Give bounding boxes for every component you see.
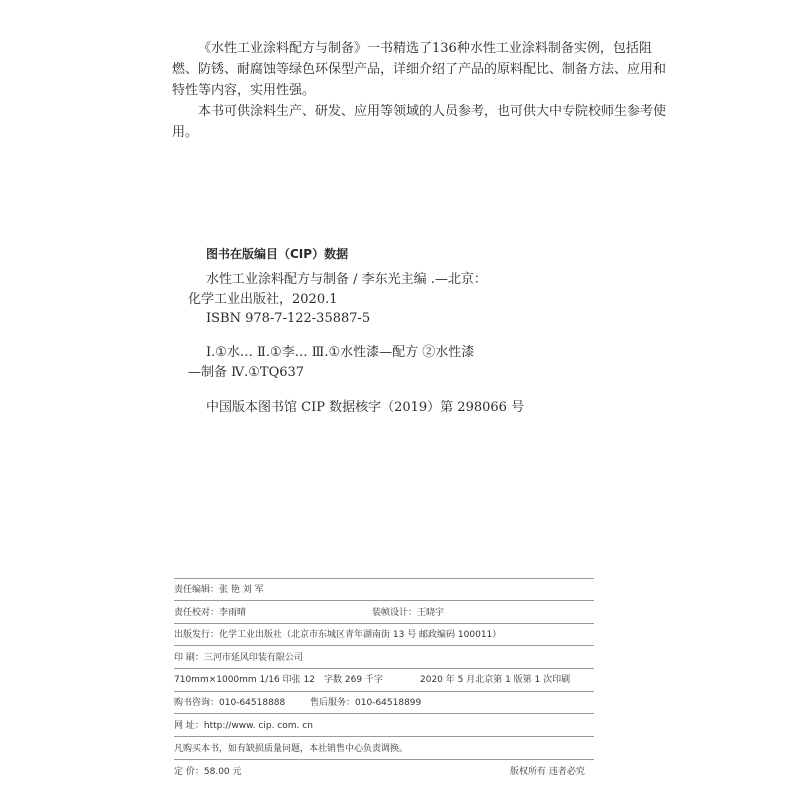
publisher-row (174, 625, 594, 645)
divider (174, 759, 594, 760)
editor-label: 责任编辑： (174, 585, 220, 595)
purchase-value: 010-64518888 (219, 698, 286, 708)
cip-classification-line-2: —制备 Ⅳ.①TQ637 (188, 365, 305, 380)
divider (174, 668, 594, 669)
notice-text: 凡购买本书，如有缺损质量问题，本社销售中心负责调换。 (174, 744, 409, 754)
designer-field (372, 603, 444, 623)
service-value: 010-64518899 (355, 698, 422, 708)
notice-row (174, 739, 594, 759)
cip-heading: 图书在版编目（CIP）数据 (206, 247, 349, 261)
printer-row (174, 648, 594, 668)
divider (174, 600, 594, 601)
divider (174, 623, 594, 624)
designer-label: 装帧设计： (372, 608, 418, 618)
service-label: 售后服务： (310, 698, 356, 708)
format-line: 710mm×1000mm 1/16 印张 12 (174, 675, 315, 685)
price-value: 58.00 元 (203, 767, 242, 777)
printer-label: 印 刷： (174, 653, 204, 663)
publisher-value: 化学工业出版社（北京市东城区青年湖南街 13 号 邮政编码 100011） (219, 630, 502, 640)
proofreader-row (174, 603, 594, 623)
edition-info: 2020 年 5 月北京第 1 版第 1 次印刷 (420, 675, 571, 685)
rights-notice: 版权所有 违者必究 (510, 767, 585, 777)
divider (174, 691, 594, 692)
designer-value: 王晓宇 (417, 608, 445, 618)
divider (174, 736, 594, 737)
publisher-label: 出版发行： (174, 630, 220, 640)
cip-title-line: 水性工业涂料配方与制备 / 李东光主编 .—北京： (206, 272, 487, 287)
contact-row (174, 693, 594, 713)
divider (174, 713, 594, 714)
website-row (174, 716, 594, 736)
cip-classification-line-1: Ⅰ.①水… Ⅱ.①李… Ⅲ.①水性漆—配方 ②水性漆 (206, 345, 475, 360)
printer-value: 三河市延风印装有限公司 (203, 653, 303, 663)
format-row (174, 670, 594, 690)
website-label: 网 址： (174, 721, 204, 731)
word-count: 字数 269 千字 (324, 675, 383, 685)
editor-row (174, 580, 594, 600)
intro-paragraph-2: 本书可供涂料生产、研发、应用等领域的人员参考，也可供大中专院校师生参考使用。 (172, 104, 667, 140)
editor-value: 张 艳 刘 军 (219, 585, 264, 595)
price-row (174, 762, 594, 782)
price-label: 定 价： (174, 767, 204, 777)
proofreader-label: 责任校对： (174, 608, 220, 618)
colophon (174, 575, 594, 775)
intro-text (172, 38, 672, 143)
divider (174, 578, 594, 579)
cip-publisher-line: 化学工业出版社，2020.1 (188, 292, 338, 307)
divider (174, 645, 594, 646)
intro-paragraph-1: 《水性工业涂料配方与制备》一书精选了136种水性工业涂料制备实例，包括阻燃、防锈、耐腐蚀等绿色环保型产品，详细介绍了产品的原料配比、制备方法、应用和特性等内容，实用性强。 (172, 41, 667, 98)
cip-isbn-line: ISBN 978-7-122-35887-5 (206, 311, 371, 326)
cip-library-line: 中国版本图书馆 CIP 数据核字（2019）第 298066 号 (206, 400, 525, 415)
purchase-label: 购书咨询： (174, 698, 220, 708)
proofreader-value: 李雨晴 (219, 608, 247, 618)
service-field (310, 693, 421, 713)
website-value: http://www. cip. com. cn (203, 721, 313, 731)
